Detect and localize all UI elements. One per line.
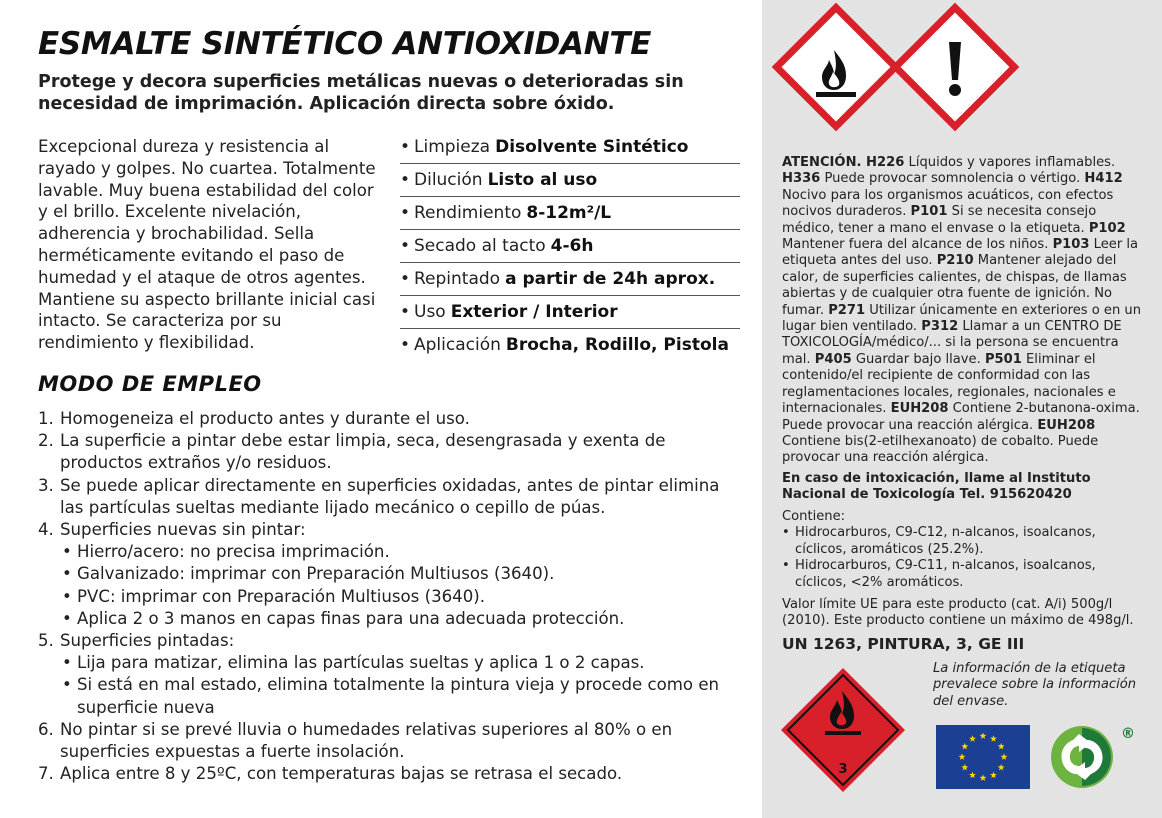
contains-item xyxy=(782,525,1147,558)
contains-text: Hidrocarburos, C9-C12, n-alcanos, isoalcanos, cíclicos, aromáticos (25.2%). xyxy=(795,525,1096,557)
hazard-text: Llamar a un CENTRO DE TOXICOLOGÍA/médico/... si la persona se encuentra mal. xyxy=(782,319,1122,367)
usage-step xyxy=(38,408,743,430)
class-number: 3 xyxy=(838,762,848,777)
usage-step xyxy=(38,430,743,474)
hazard-statements xyxy=(782,155,1147,467)
bullet-icon: • xyxy=(782,525,790,541)
hazard-code: P101 xyxy=(910,204,948,220)
hazard-text: Mantener alejado del calor, de superficies calientes, de chispas, de llamas abiertas y de cualquier otra fuente de ignición. No fumar. xyxy=(782,253,1127,318)
hazard-text: Mantener fuera del alcance de los niños. xyxy=(782,237,1053,253)
spec-label: Aplicación xyxy=(414,335,501,355)
hazard-code: P312 xyxy=(921,319,959,335)
contains-section xyxy=(782,509,1147,591)
step-number: 1. xyxy=(38,409,54,428)
substep-text: PVC: imprimar con Preparación Multiusos (3640). xyxy=(77,586,486,606)
bullet-icon: • xyxy=(62,542,72,562)
usage-substep xyxy=(38,563,743,585)
eu-flag-icon xyxy=(936,725,1030,789)
substep-text: Lija para matizar, elimina las partículas sueltas y aplica 1 o 2 capas. xyxy=(77,653,645,673)
substep-text: Aplica 2 o 3 manos en capas finas para una adecuada protección. xyxy=(77,608,625,628)
hazard-text: Si se necesita consejo médico, tener a mano el envase o la etiqueta. xyxy=(782,204,1097,236)
usage-substep xyxy=(38,674,743,718)
exclamation-icon xyxy=(896,8,1015,127)
usage-step xyxy=(38,763,743,785)
step-number: 4. xyxy=(38,520,54,540)
spec-item xyxy=(400,164,740,197)
step-number: 6. xyxy=(38,719,54,739)
product-subtitle: Protege y decora superficies metálicas nuevas o deterioradas sin necesidad de imprimación. Aplicación directa sobre óxido. xyxy=(38,72,684,114)
product-title: ESMALTE SINTÉTICO ANTIOXIDANTE xyxy=(38,26,652,62)
hazard-text: Utilizar únicamente en exteriores o en un lugar bien ventilado. xyxy=(782,302,1142,335)
hazard-code: EUH208 xyxy=(1037,417,1096,433)
ghs-pictograms xyxy=(776,22,1016,144)
hazard-text: Eliminar el contenido/el recipiente de conformidad con las reglamentaciones locales, regionales, nacionales e internacionales. xyxy=(782,351,1116,417)
spec-item xyxy=(400,263,740,296)
bullet-icon: • xyxy=(400,269,411,289)
spec-label: Rendimiento xyxy=(414,203,522,223)
spec-item xyxy=(400,296,740,329)
bullet-icon: • xyxy=(400,137,411,157)
spec-item xyxy=(400,230,740,263)
specs-list xyxy=(400,131,740,361)
bullet-icon: • xyxy=(400,203,411,223)
substep-text: Galvanizado: imprimar con Preparación Multiusos (3640). xyxy=(77,564,555,584)
spec-item xyxy=(400,131,740,164)
product-description: Excepcional dureza y resistencia al rayado y golpes. No cuartea. Totalmente lavable. Muy buena estabilidad del color y el brillo. Excelente nivelación, adherencia y brochabilidad. Sella herméticamente evitando el paso de humedad y el ataque de otros agentes. Mantiene su aspecto brillante inicial casi intacto. Se caracteriza por su rendimiento y flexibilidad. xyxy=(38,137,376,353)
spec-value: a partir de 24h aprox. xyxy=(505,269,716,289)
flame-icon xyxy=(777,8,896,127)
spec-label: Uso xyxy=(414,302,446,322)
step-number: 2. xyxy=(38,431,54,451)
bullet-icon: • xyxy=(62,653,72,673)
usage-step xyxy=(38,475,743,519)
usage-substep xyxy=(38,586,743,608)
safety-panel xyxy=(762,0,1162,818)
hazard-text: Leer la etiqueta antes del uso. xyxy=(782,237,1139,269)
hazard-text: Puede provocar somnolencia o vértigo. xyxy=(820,171,1085,187)
poison-notice: En caso de intoxicación, llame al Instituto Nacional de Toxicología Tel. 915620420 xyxy=(782,471,1091,503)
hazard-code: EUH208 xyxy=(890,401,949,417)
bullet-icon: • xyxy=(400,236,411,256)
spec-label: Secado al tacto xyxy=(414,236,546,256)
contains-item xyxy=(782,558,1147,591)
hazard-code: ATENCIÓN. H226 xyxy=(782,155,905,170)
bullet-icon: • xyxy=(62,608,72,628)
hazard-code: H412 xyxy=(1084,171,1123,187)
usage-steps xyxy=(38,408,743,785)
spec-label: Limpieza xyxy=(414,137,491,157)
registered-mark: ® xyxy=(1121,726,1135,742)
step-text: Superficies nuevas sin pintar: xyxy=(60,520,306,540)
spec-value: Brocha, Rodillo, Pistola xyxy=(505,335,729,355)
usage-step xyxy=(38,719,743,763)
hazard-code: P103 xyxy=(1052,237,1090,253)
hazard-code: P405 xyxy=(814,351,852,367)
spec-value: Exterior / Interior xyxy=(450,302,618,322)
substep-text: Hierro/acero: no precisa imprimación. xyxy=(77,542,390,562)
step-text: Aplica entre 8 y 25ºC, con temperaturas bajas se retrasa el secado. xyxy=(60,764,623,784)
usage-heading: MODO DE EMPLEO xyxy=(38,372,262,396)
step-number: 5. xyxy=(38,631,54,651)
step-text: Se puede aplicar directamente en superficies oxidadas, antes de pintar elimina las partículas sueltas mediante lijado mecánico o cepillo de púas. xyxy=(60,475,720,517)
bullet-icon: • xyxy=(62,564,72,584)
step-number: 7. xyxy=(38,764,54,784)
step-text: No pintar si se prevé lluvia o humedades relativas superiores al 80% o en superficies expuestas a fuerte insolación. xyxy=(60,719,673,762)
substep-text: Si está en mal estado, elimina totalmente la pintura vieja y procede como en superficie nueva xyxy=(77,675,720,717)
spec-item xyxy=(400,329,740,361)
spec-value: Disolvente Sintético xyxy=(495,137,689,157)
bullet-icon: • xyxy=(782,558,790,574)
green-dot-icon xyxy=(1049,722,1133,792)
step-text: Homogeneiza el producto antes y durante el uso. xyxy=(60,409,470,428)
hazard-text: Nocivo para los organismos acuáticos, con efectos nocivos duraderos. xyxy=(782,187,1114,220)
un-code: UN 1263, PINTURA, 3, GE III xyxy=(782,635,1025,653)
hazard-code: P210 xyxy=(936,253,974,269)
bullet-icon: • xyxy=(62,586,72,606)
contains-list xyxy=(782,525,1147,591)
usage-substep xyxy=(38,541,743,563)
hazard-code: P501 xyxy=(984,351,1022,367)
hazard-text: Contiene 2-butanona-oxima. Puede provocar una reacción alérgica. xyxy=(782,401,1140,433)
hazard-code: P102 xyxy=(1088,220,1126,236)
step-text: Superficies pintadas: xyxy=(60,631,235,651)
step-number: 3. xyxy=(38,475,54,495)
bullet-icon: • xyxy=(400,170,411,190)
hazard-text: Contiene bis(2-etilhexanoato) de cobalto. Puede provocar una reacción alérgica. xyxy=(782,433,1099,466)
spec-value: 8-12m²/L xyxy=(526,203,612,223)
hazard-text: Líquidos y vapores inflamables. xyxy=(904,155,1116,170)
eu-limit: Valor límite UE para este producto (cat. A/i) 500g/l (2010). Este producto contiene un máximo de 498g/l. xyxy=(782,597,1134,629)
usage-step xyxy=(38,519,743,541)
usage-step xyxy=(38,630,743,652)
spec-value: Listo al uso xyxy=(487,170,598,190)
bullet-icon: • xyxy=(400,335,411,355)
contains-label: Contiene: xyxy=(782,509,846,524)
hazard-code: P271 xyxy=(828,302,866,318)
hazard-code: H336 xyxy=(782,171,821,187)
spec-label: Repintado xyxy=(414,269,501,289)
contains-text: Hidrocarburos, C9-C11, n-alcanos, isoalcanos, cíclicos, <2% aromáticos. xyxy=(795,558,1096,590)
spec-value: 4-6h xyxy=(550,236,594,256)
flammable-liquid-diamond-icon xyxy=(778,665,908,795)
spec-item xyxy=(400,197,740,230)
prevail-note: La información de la etiqueta prevalece sobre la información del envase. xyxy=(933,661,1137,709)
usage-substep xyxy=(38,652,743,674)
hazard-text: Guardar bajo llave. xyxy=(851,351,985,367)
spec-label: Dilución xyxy=(414,170,483,190)
bullet-icon: • xyxy=(400,302,411,322)
step-text: La superficie a pintar debe estar limpia, seca, desengrasada y exenta de productos extraños y/o residuos. xyxy=(60,431,666,473)
bullet-icon: • xyxy=(62,675,72,695)
usage-substep xyxy=(38,608,743,630)
